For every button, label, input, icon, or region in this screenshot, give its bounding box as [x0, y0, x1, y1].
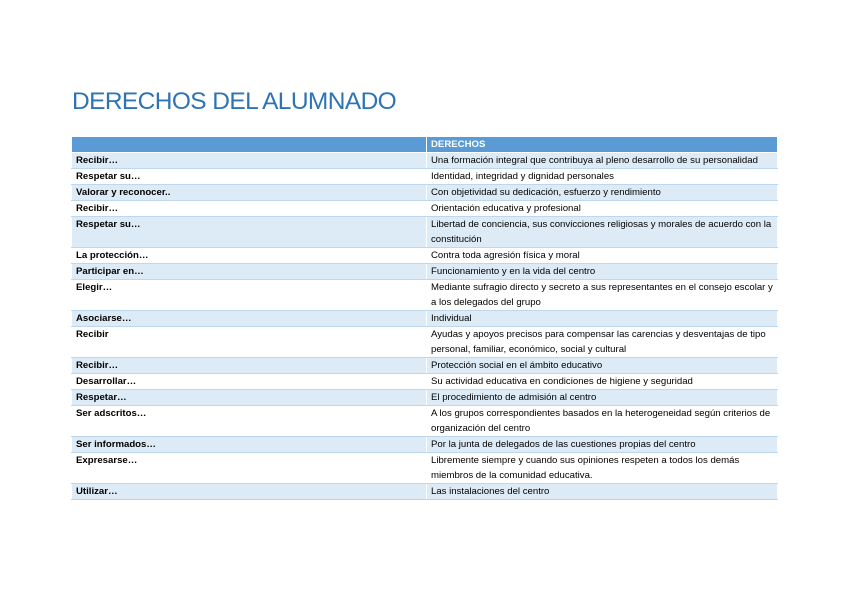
table-row	[72, 358, 778, 374]
row-action-cell: Expresarse…	[72, 453, 427, 484]
row-right-cell: Ayudas y apoyos precisos para compensar las carencias y desventajas de tipo personal, familiar, económico, social y cultural	[427, 327, 778, 358]
table-row	[72, 374, 778, 390]
table-row	[72, 153, 778, 169]
table-row	[72, 280, 778, 311]
row-action-cell: Utilizar…	[72, 484, 427, 500]
row-right-cell: Las instalaciones del centro	[427, 484, 778, 500]
row-action-cell: Ser adscritos…	[72, 406, 427, 437]
row-right-cell: El procedimiento de admisión al centro	[427, 390, 778, 406]
row-right-cell: Contra toda agresión física y moral	[427, 248, 778, 264]
row-action-cell: Valorar y reconocer..	[72, 185, 427, 201]
page-title: DERECHOS DEL ALUMNADO	[72, 88, 397, 115]
row-right-cell: Libremente siempre y cuando sus opiniones respeten a todos los demás miembros de la comunidad educativa.	[427, 453, 778, 484]
row-action-cell: Desarrollar…	[72, 374, 427, 390]
table-row	[72, 201, 778, 217]
table-row	[72, 406, 778, 437]
table-row	[72, 437, 778, 453]
row-right-cell: Individual	[427, 311, 778, 327]
row-action-cell: Asociarse…	[72, 311, 427, 327]
table-body	[72, 153, 778, 500]
row-action-cell: La protección…	[72, 248, 427, 264]
row-action-cell: Recibir…	[72, 201, 427, 217]
row-right-cell: Identidad, integridad y dignidad personales	[427, 169, 778, 185]
row-action-cell: Respetar…	[72, 390, 427, 406]
row-action-cell: Recibir…	[72, 358, 427, 374]
table-row	[72, 264, 778, 280]
header-cell-derechos: DERECHOS	[427, 137, 778, 153]
header-cell-action	[72, 137, 427, 153]
table-row	[72, 248, 778, 264]
table-row	[72, 484, 778, 500]
row-action-cell: Recibir…	[72, 153, 427, 169]
table-row	[72, 327, 778, 358]
row-right-cell: Su actividad educativa en condiciones de higiene y seguridad	[427, 374, 778, 390]
row-right-cell: Orientación educativa y profesional	[427, 201, 778, 217]
table-header-row	[72, 137, 778, 153]
row-right-cell: Protección social en el ámbito educativo	[427, 358, 778, 374]
row-right-cell: Funcionamiento y en la vida del centro	[427, 264, 778, 280]
row-right-cell: Libertad de conciencia, sus convicciones religiosas y morales de acuerdo con la constitución	[427, 217, 778, 248]
table-row	[72, 185, 778, 201]
row-action-cell: Participar en…	[72, 264, 427, 280]
row-action-cell: Respetar su…	[72, 169, 427, 185]
row-action-cell: Elegir…	[72, 280, 427, 311]
table-row	[72, 217, 778, 248]
rights-table	[71, 136, 778, 500]
row-right-cell: A los grupos correspondientes basados en la heterogeneidad según criterios de organización del centro	[427, 406, 778, 437]
row-action-cell: Respetar su…	[72, 217, 427, 248]
row-action-cell: Recibir	[72, 327, 427, 358]
row-right-cell: Con objetividad su dedicación, esfuerzo y rendimiento	[427, 185, 778, 201]
table-row	[72, 311, 778, 327]
row-right-cell: Mediante sufragio directo y secreto a sus representantes en el consejo escolar y a los delegados del grupo	[427, 280, 778, 311]
row-right-cell: Por la junta de delegados de las cuestiones propias del centro	[427, 437, 778, 453]
table-row	[72, 169, 778, 185]
table-row	[72, 390, 778, 406]
row-right-cell: Una formación integral que contribuya al pleno desarrollo de su personalidad	[427, 153, 778, 169]
row-action-cell: Ser informados…	[72, 437, 427, 453]
table-row	[72, 453, 778, 484]
